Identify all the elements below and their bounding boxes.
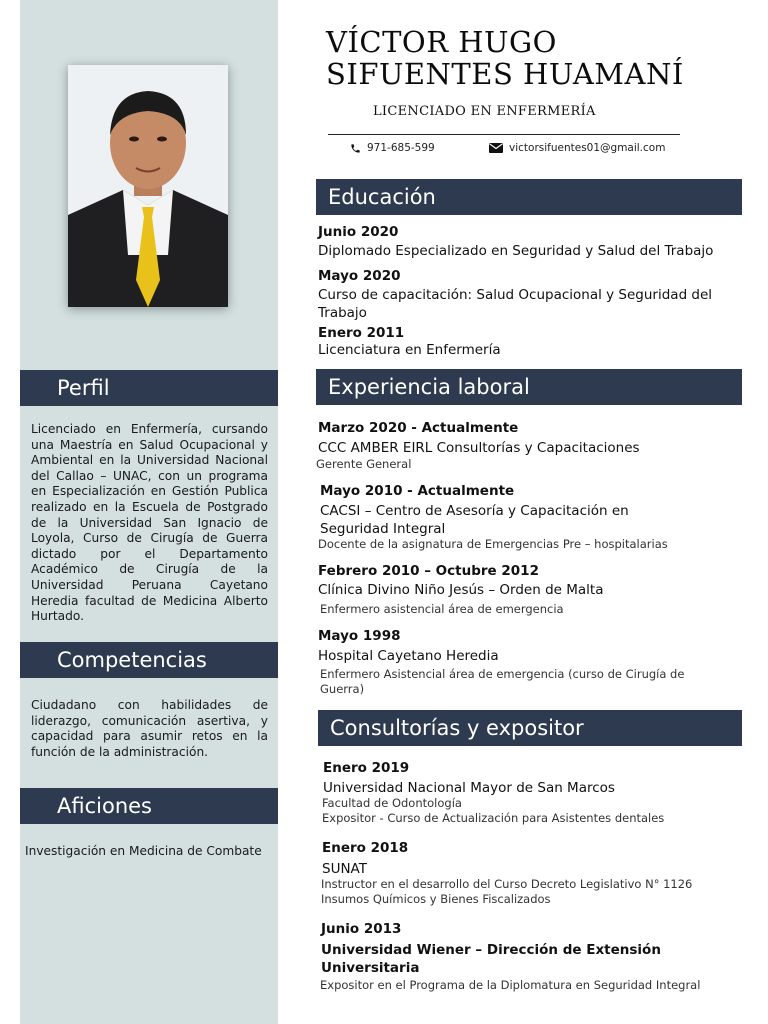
email-contact <box>489 142 665 154</box>
education-heading: Educación <box>316 179 742 215</box>
consulting-org: Universidad Wiener – Dirección de Extensión Universitaria <box>321 942 661 976</box>
education-title: Diplomado Especializado en Seguridad y Salud del Trabajo <box>318 243 714 259</box>
education-date: Enero 2011 <box>318 325 405 341</box>
experience-role: Enfermero Asistencial área de emergencia (curso de Cirugía de Guerra) <box>320 667 685 696</box>
experience-date: Marzo 2020 - Actualmente <box>318 420 519 436</box>
experience-date: Mayo 1998 <box>318 628 401 644</box>
consulting-detail: Instructor en el desarrollo del Curso Decreto Legislativo N° 1126 <box>321 877 693 891</box>
experience-org: CACSI – Centro de Asesoría y Capacitación en Seguridad Integral <box>320 503 629 537</box>
experience-role: Gerente General <box>316 457 412 471</box>
hobbies-heading: Aficiones <box>20 788 278 824</box>
experience-org: Clínica Divino Niño Jesús – Orden de Malta <box>318 582 604 598</box>
consulting-detail: Insumos Químicos y Bienes Fiscalizados <box>321 892 551 906</box>
profile-text: Licenciado en Enfermería, cursando una Maestría en Salud Ocupacional y Ambiental en la Universidad Nacional del Callao – UNAC, con un programa en Especialización en Gestión Publica realizado en la Escuela de Postgrado de la Universidad San Ignacio de Loyola, Curso de Cirugía de Guerra dictado por el Departamento Académico de Cirugía de la Universidad Peruana Cayetano Heredia facultad de Medicina Alberto Hurtado. <box>31 422 268 624</box>
experience-role: Docente de la asignatura de Emergencias Pre – hospitalarias <box>318 537 668 551</box>
job-title: LICENCIADO EN ENFERMERÍA <box>373 104 596 119</box>
email-address: victorsifuentes01@gmail.com <box>509 142 666 154</box>
consulting-date: Enero 2019 <box>323 760 410 776</box>
experience-org: Hospital Cayetano Heredia <box>318 648 499 664</box>
full-name <box>326 26 684 90</box>
consulting-detail: Expositor en el Programa de la Diplomatura en Seguridad Integral <box>320 978 701 992</box>
consulting-detail: Expositor - Curso de Actualización para Asistentes dentales <box>322 811 665 825</box>
experience-org: CCC AMBER EIRL Consultorías y Capacitaciones <box>318 440 640 456</box>
experience-date: Febrero 2010 – Octubre 2012 <box>318 563 539 579</box>
consulting-heading: Consultorías y expositor <box>318 710 742 746</box>
consulting-date: Junio 2013 <box>321 921 402 937</box>
name-line-2: SIFUENTES HUAMANÍ <box>326 57 684 91</box>
envelope-icon <box>489 143 503 153</box>
phone-contact <box>350 142 435 154</box>
skills-text: Ciudadano con habilidades de liderazgo, comunicación asertiva, y capacidad para asumir retos en la función de la administración. <box>31 698 268 759</box>
education-title: Curso de capacitación: Salud Ocupacional y Seguridad del Trabajo <box>318 287 713 321</box>
profile-photo <box>68 65 228 307</box>
name-line-1: VÍCTOR HUGO <box>326 25 557 59</box>
experience-heading: Experiencia laboral <box>316 369 742 405</box>
skills-heading: Competencias <box>20 642 278 678</box>
consulting-detail: Facultad de Odontología <box>322 796 462 810</box>
education-title: Licenciatura en Enfermería <box>318 342 501 358</box>
hobbies-text: Investigación en Medicina de Combate <box>25 844 262 858</box>
consulting-date: Enero 2018 <box>322 840 409 856</box>
education-date: Junio 2020 <box>318 224 399 240</box>
experience-role: Enfermero asistencial área de emergencia <box>320 602 564 616</box>
header-divider <box>328 134 680 135</box>
education-date: Mayo 2020 <box>318 268 401 284</box>
phone-number: 971-685-599 <box>367 142 435 154</box>
phone-icon <box>350 143 361 154</box>
consulting-org: Universidad Nacional Mayor de San Marcos <box>323 780 615 796</box>
experience-date: Mayo 2010 - Actualmente <box>320 483 515 499</box>
profile-heading: Perfil <box>20 370 278 406</box>
consulting-org: SUNAT <box>322 861 367 877</box>
